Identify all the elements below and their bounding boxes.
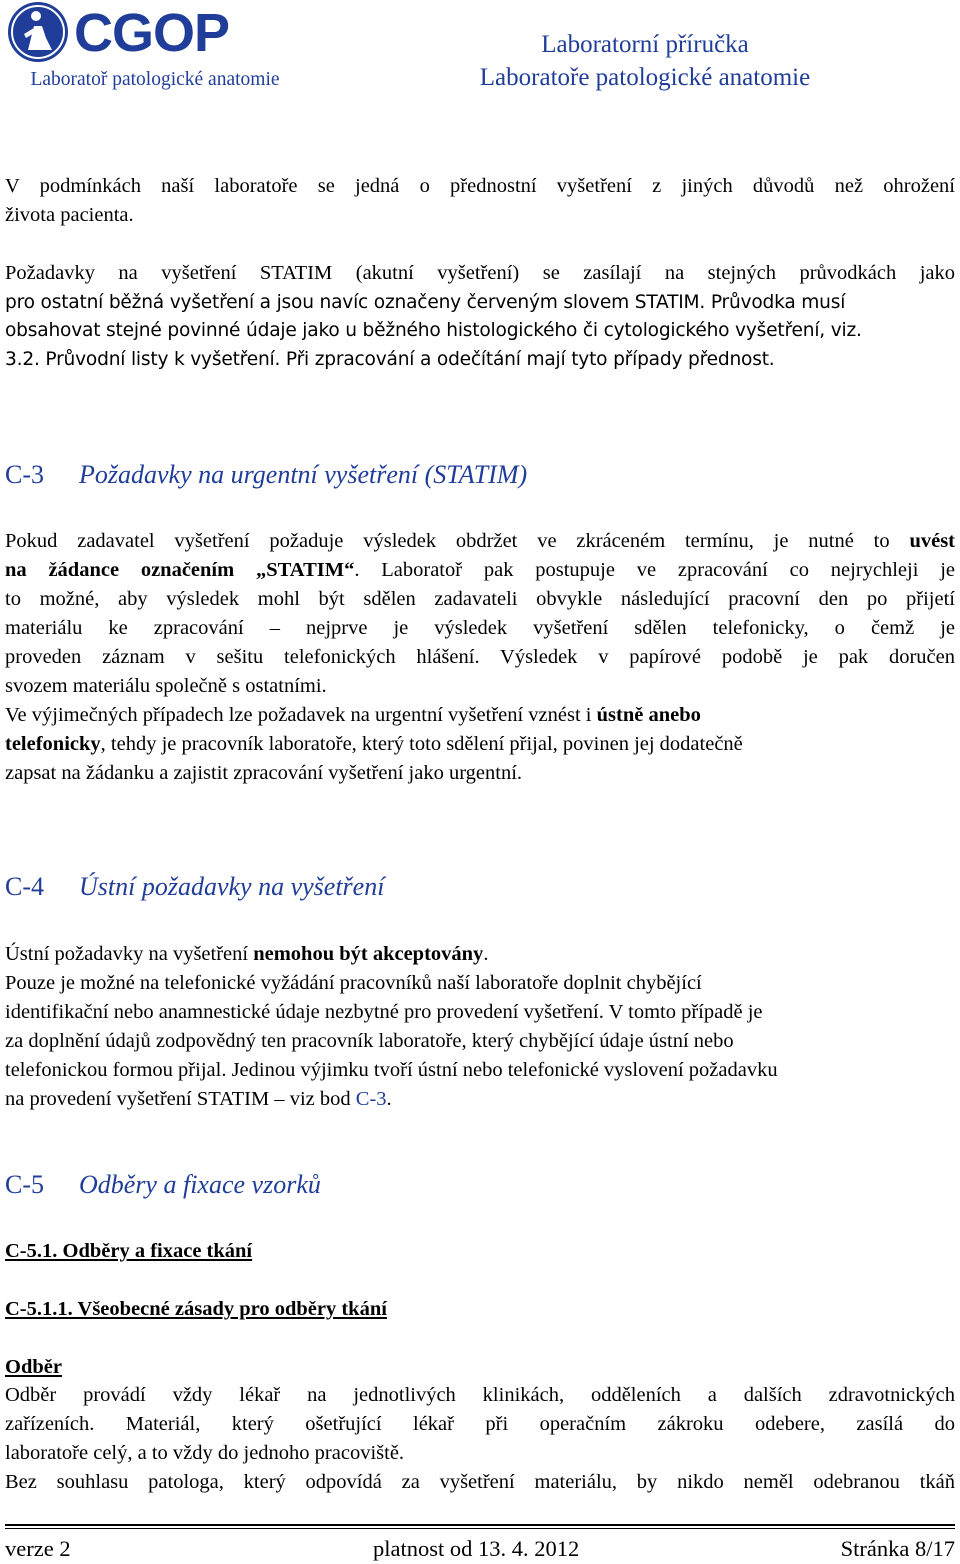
intro-paragraph-1-line-2: života pacienta. [5,204,134,226]
c4-text: na provedení vyšetření STATIM – viz bod [5,1088,356,1110]
c3-text: , tehdy je pracovník laboratoře, který toto sdělení přijal, povinen jej dodatečně [100,733,743,755]
c3-line-4: materiálu ke zpracování – nejprve je výsledek vyšetření sdělen telefonicky, o čemž je [5,617,955,639]
c4-text: . [386,1088,392,1110]
c4-line-5: telefonickou formou přijal. Jedinou výjimku tvoří ústní nebo telefonické vyslovení požadavku [5,1059,778,1081]
intro-paragraph-2-line-4: 3.2. Průvodní listy k vyšetření. Při zpracování a odečítání mají tyto případy přednost. [5,349,775,370]
intro-paragraph-2-line-3: obsahovat stejné povinné údaje jako u běžného histologického či cytologického vyšetření, viz. [5,320,862,341]
c3-line-3: to možné, aby výsledek mohl být sdělen zadavateli obvykle následující pracovní den po přijetí [5,588,955,610]
section-heading-c5 [5,1170,321,1200]
c4-line-2: Pouze je možné na telefonické vyžádání pracovníků naší laboratoře doplnit chybějící [5,972,702,994]
c5-line-3: laboratoře celý, a to vždy do jednoho pracoviště. [5,1442,405,1464]
intro-paragraph-2-line-1: Požadavky na vyšetření STATIM (akutní vyšetření) se zasílají na stejných průvodkách jako [5,262,955,284]
c3-bold-text: na žádance označením „STATIM“ [5,559,355,581]
doc-title-line-2: Laboratoře patologické anatomie [479,64,811,91]
c3-line-9: zapsat na žádanku a zajistit zpracování vyšetření jako urgentní. [5,762,523,784]
section-heading-c3 [5,460,527,490]
doc-title-line-1: Laboratorní příručka [541,31,749,58]
lab-name: Laboratoř patologické anatomie [30,69,280,90]
intro-paragraph-2-line-2 [5,288,955,318]
c3-text: Pokud zadavatel vyšetření požaduje výsledek obdržet ve zkráceném termínu, je nutné to [5,530,910,552]
section-number: C-4 [5,872,44,901]
footer-divider [5,1524,955,1526]
footer-valid-from: platnost od 13. 4. 2012 [373,1536,580,1561]
intro-paragraph-1-line-1: V podmínkách naší laboratoře se jedná o přednostní vyšetření z jiných důvodů než ohrožení [5,175,955,197]
section-number: C-5 [5,1170,44,1199]
c4-line-6 [5,1085,955,1114]
c5-line-1: Odběr provádí vždy lékař na jednotlivých klinikách, odděleních a dalších zdravotnických [5,1384,955,1406]
c3-line-7 [5,701,955,730]
footer-divider-thin [5,1528,955,1529]
odber-heading: Odběr [5,1356,62,1378]
c5-line-4: Bez souhlasu patologa, který odpovídá za vyšetření materiálu, by nikdo neměl odebranou tkáň [5,1471,955,1493]
section-title: Odběry a fixace vzorků [79,1170,321,1199]
c3-line-2 [5,556,955,585]
subsection-heading-c5-1-1: C-5.1.1. Všeobecné zásady pro odběry tkání [5,1298,387,1320]
c4-line-3: identifikační nebo anamnestické údaje nezbytné pro provedení vyšetření. V tomto případě je [5,1001,763,1023]
c3-line-5: proveden záznam v sešitu telefonických hlášení. Výsledek v papírové podobě je pak doručen [5,646,955,668]
intro-sans-part: pro ostatní běžná vyšetření a jsou navíc označeny červeným slovem STATIM. [5,292,706,313]
section-reference-link[interactable]: C-3 [355,1088,387,1110]
section-heading-c4 [5,872,384,902]
c3-text: Ve výjimečných případech lze požadavek na urgentní vyšetření vznést i [5,704,597,726]
logo-text: CGOP [74,3,230,63]
doc-title [450,28,840,94]
c4-text: . [483,943,489,965]
footer-page-number: Stránka 8/17 [840,1536,955,1561]
c3-line-6: svozem materiálu společně s ostatními. [5,675,327,697]
c4-line-4: za doplnění údajů zodpovědný ten pracovník laboratoře, který chybějící údaje ústní nebo [5,1030,734,1052]
subsection-heading-c5-1: C-5.1. Odběry a fixace tkání [5,1240,253,1262]
footer-version: verze 2 [5,1536,71,1561]
section-number: C-3 [5,460,44,489]
c3-bold-text: uvést [909,530,955,552]
c4-text: Ústní požadavky na vyšetření [5,943,254,965]
c3-bold-text: ústně anebo [596,704,701,726]
c3-bold-text: telefonicky [5,733,101,755]
intro-sans-part-2: Průvodka musí [705,292,846,313]
cgop-emblem-icon [6,0,70,64]
section-title: Ústní požadavky na vyšetření [79,872,385,901]
c4-line-1 [5,940,955,969]
c5-line-2: zařízeních. Materiál, který ošetřující lékař při operačním zákroku odebere, zasílá do [5,1413,955,1435]
section-title: Požadavky na urgentní vyšetření (STATIM) [79,460,528,489]
c3-line-8 [5,730,955,759]
c3-line-1 [5,527,955,556]
c4-bold-text: nemohou být akceptovány [253,943,484,965]
c3-text: . Laboratoř pak postupuje ve zpracování co nejrychleji je [354,559,955,581]
